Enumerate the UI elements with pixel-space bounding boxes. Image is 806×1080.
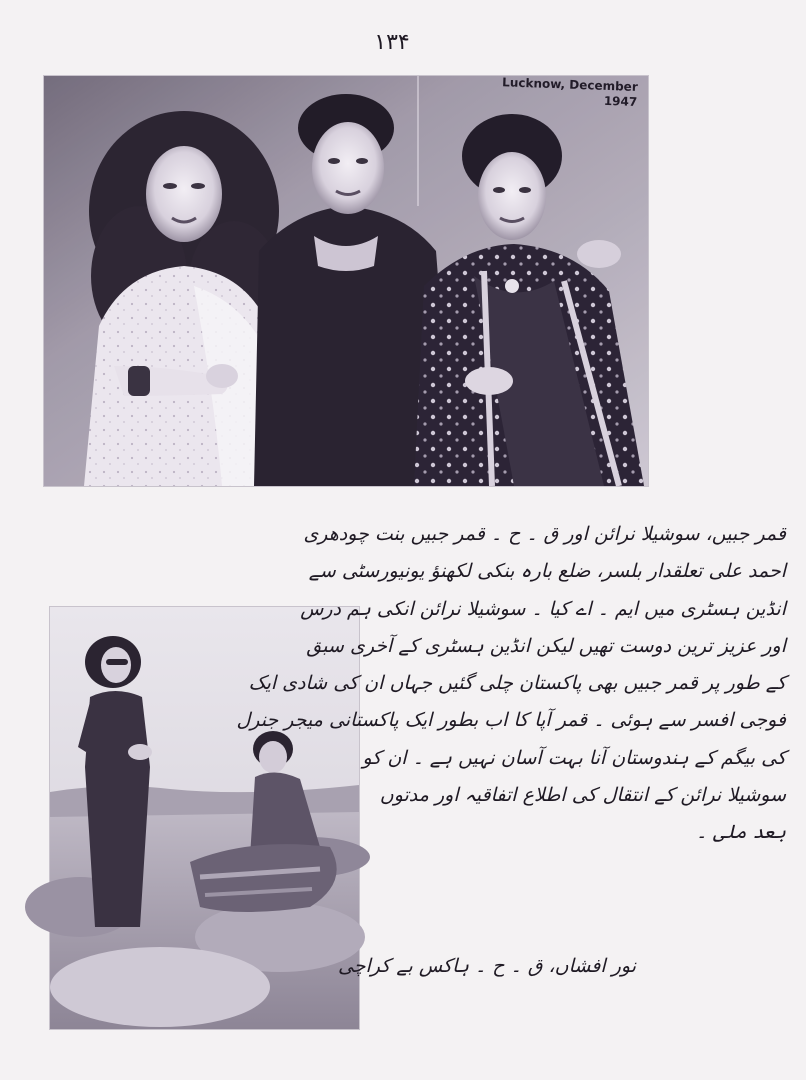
caption-line: سوشیلا نرائن کے انتقال کی اطلاع اتفاقیہ اور مدتوں [379,784,786,807]
caption-line: کے طور پر قمر جبیں بھی پاکستان چلی گئیں جہاں ان کی شادی ایک [248,672,786,695]
caption-line: بعد ملی ۔ [695,821,786,844]
beach-photo-caption: نور افشاں، ق ۔ ح ۔ ہاکس بے کراچی [337,955,636,977]
photo-description [236,516,786,852]
caption-line: اور عزیز ترین دوست تھیں لیکن انڈین ہسٹری کے آخری سبق [306,634,786,657]
group-photo-lucknow [44,76,648,486]
caption-line: قمر جبیں، سوشیلا نرائن اور ق ۔ ح ۔ قمر جبیں بنت چودھری [303,523,786,545]
group-photo-image [44,76,648,486]
caption-line: انڈین ہسٹری میں ایم ۔ اے کیا ۔ سوشیلا نرائن انکی ہم درس [300,597,786,620]
caption-line: احمد علی تعلقدار بلسر، ضلع بارہ بنکی لکھنؤ یونیورسٹی سے [308,560,786,583]
caption-line: کی بیگم کے ہندوستان آنا بہت آسان نہیں ہے ۔ ان کو [362,746,786,769]
handwritten-year: 1947 [603,93,638,109]
caption-line: فوجی افسر سے ہوئی ۔ قمر آپا کا اب بطور ایک پاکستانی میجر جنرل [236,709,786,732]
page-number: ۱۳۴ [374,30,410,55]
handwritten-place-date: Lucknow, December [501,75,638,94]
